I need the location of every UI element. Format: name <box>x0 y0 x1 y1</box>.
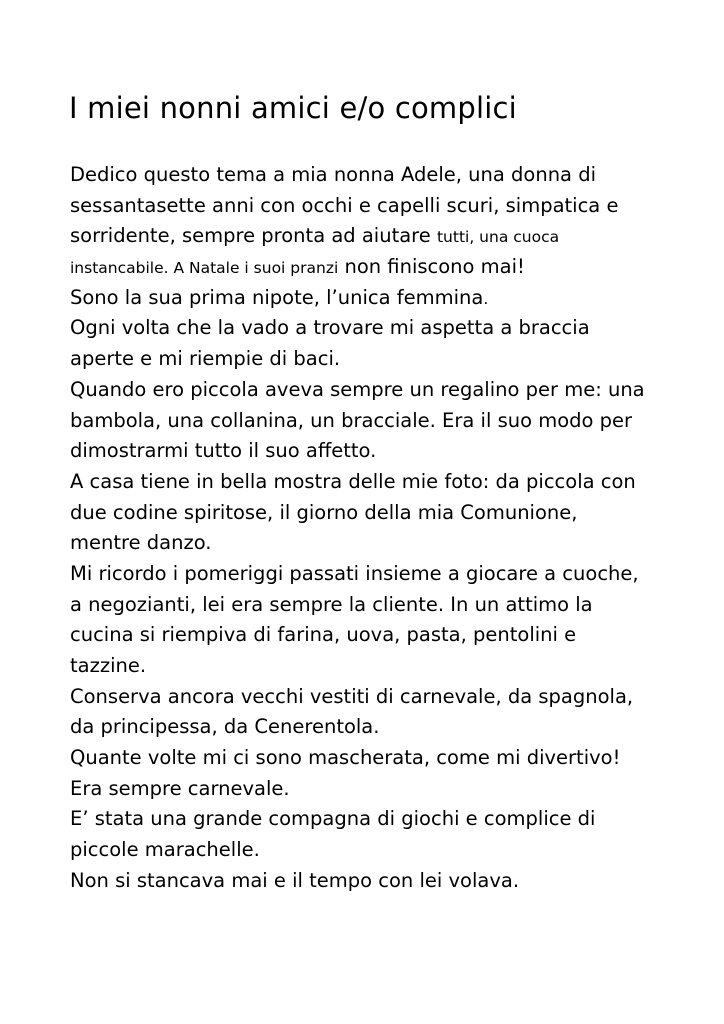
text-run: Quante volte mi ci sono mascherata, come mi divertivo! <box>70 746 621 770</box>
text-run: da principessa, da Cenerentola. <box>70 715 380 739</box>
text-run: Sono la sua prima nipote, l’unica femmina <box>70 285 484 309</box>
text-run: E’ stata una grande compagna di giochi e complice di <box>70 807 596 831</box>
text-run: Conserva ancora vecchi vestiti di carnevale, da spagnola, <box>70 684 634 708</box>
text-line <box>70 406 710 437</box>
text-run: Dedico questo tema a mia nonna Adele, una donna di <box>70 163 596 186</box>
text-line <box>70 866 710 897</box>
text-line <box>70 835 710 866</box>
text-run-small: tutti, una cuoca <box>436 228 560 247</box>
text-line <box>70 743 710 774</box>
document-body <box>70 160 710 897</box>
text-line <box>70 804 710 835</box>
text-run: Era sempre carnevale. <box>70 776 290 800</box>
text-run: tazzine. <box>70 654 147 677</box>
text-run: bambola, una collanina, un bracciale. Era il suo modo per <box>70 408 633 432</box>
text-line <box>70 221 710 252</box>
text-line <box>70 313 710 344</box>
text-run-small: . <box>483 289 489 308</box>
text-line <box>70 252 710 283</box>
text-run: Quando ero piccola aveva sempre un regalino per me: una <box>70 377 645 401</box>
text-run-small: instancabile. A Natale i suoi pranzi <box>70 259 339 278</box>
text-run: non finiscono mai! <box>338 255 525 279</box>
text-run: dimostrarmi tutto il suo affetto. <box>70 439 377 463</box>
text-line <box>70 344 710 375</box>
text-line <box>70 160 710 191</box>
text-run: Mi ricordo i pomeriggi passati insieme a giocare a cuoche, <box>70 561 639 585</box>
text-line <box>70 498 710 529</box>
text-run: sessantasette anni con occhi e capelli scuri, simpatica e <box>70 193 619 217</box>
text-line <box>70 590 710 621</box>
text-line <box>70 712 710 743</box>
text-run: sorridente, sempre pronta ad aiutare <box>70 224 437 248</box>
text-run: aperte e mi riempie di baci. <box>70 347 341 371</box>
text-line <box>70 528 710 559</box>
text-line <box>70 620 710 651</box>
text-line <box>70 467 710 498</box>
text-line <box>70 191 710 222</box>
text-run: Non si stancava mai e il tempo con lei volava. <box>70 868 520 892</box>
text-run: A casa tiene in bella mostra delle mie foto: da piccola con <box>70 469 636 493</box>
text-line <box>70 651 710 682</box>
text-line <box>70 682 710 713</box>
text-line <box>70 436 710 467</box>
text-line <box>70 559 710 590</box>
text-run: a negozianti, lei era sempre la cliente. In un attimo la <box>70 592 593 616</box>
document-title: I miei nonni amici e/o complici <box>69 91 517 125</box>
text-line <box>70 774 710 805</box>
text-run: Ogni volta che la vado a trovare mi aspetta a braccia <box>70 316 590 340</box>
text-line <box>70 375 710 406</box>
text-run: mentre danzo. <box>70 531 212 555</box>
text-run: cucina si riempiva di farina, uova, pasta, pentolini e <box>70 623 577 647</box>
text-line <box>70 283 710 314</box>
text-run: due codine spiritose, il giorno della mia Comunione, <box>70 500 578 524</box>
text-run: piccole marachelle. <box>70 838 260 862</box>
